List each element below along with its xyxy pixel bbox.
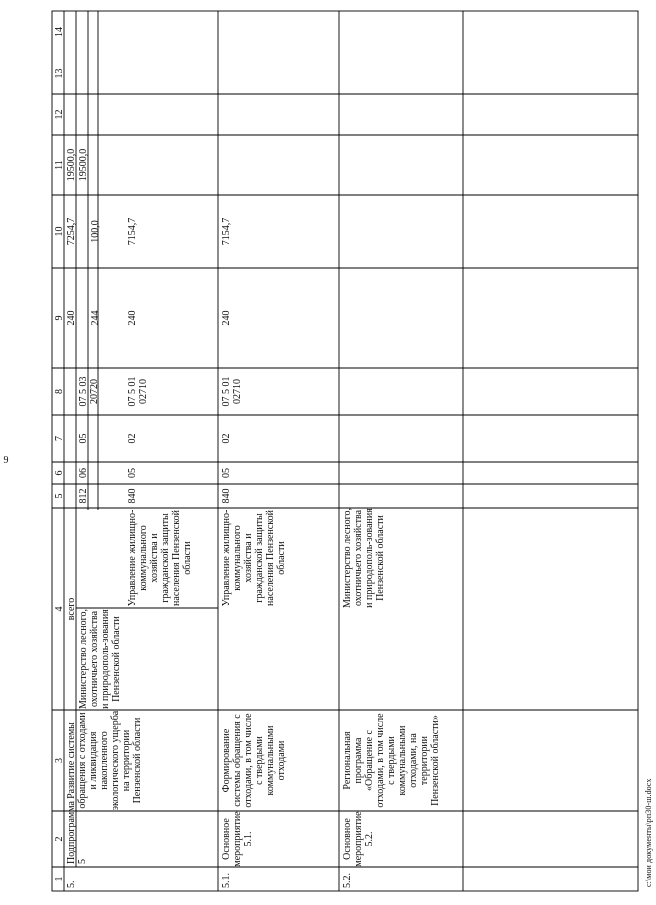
col-header-2: 2: [54, 836, 65, 842]
file-path-footer: c:\мои документы\рп30-ш.docx: [644, 778, 653, 887]
row-5-1-c6: 05: [221, 468, 232, 478]
row-5-1-c10: 7154,7: [221, 217, 232, 246]
row-5-1-num: 5.1.: [221, 873, 232, 888]
col-header-3: 3: [54, 758, 65, 763]
row-5-sub1-c9: 244: [90, 310, 101, 326]
row-5-sub2-c8: 07 5 01 02710: [127, 376, 149, 407]
row-5-sub1-c11: 19500,0: [78, 148, 89, 182]
row-5-2-name: Основное мероприятие 5.2.: [342, 811, 375, 867]
col-header-4: 4: [54, 606, 65, 612]
row-5-sub1-exec: Министерство лесного, охотничьего хозяйства и природополь-зования Пензенской области: [78, 609, 122, 709]
row-5-sub2-c7: 02: [127, 433, 138, 444]
col-header-14: 14: [54, 27, 65, 37]
row-5-desc: Развитие системы обращения с отходами и ликвидация накопленного экологического ущерба на территории Пензенской области: [66, 710, 143, 811]
row-5-total-c10: 7254,7: [66, 217, 77, 246]
row-5-sub1-c10: 100,0: [90, 220, 101, 243]
col-header-10: 10: [54, 226, 65, 237]
row-5-1-c7: 02: [221, 433, 232, 444]
row-5-1-name: Основное мероприятие 5.1.: [221, 811, 254, 867]
row-5-2-exec: Министерство лесного, охотничьего хозяйства и природополь-зования Пензенской области: [342, 508, 386, 608]
row-5-1-c5: 840: [221, 488, 232, 504]
col-header-5: 5: [54, 493, 65, 499]
row-5-sub2-exec: Управление жилищно-коммунального хозяйства и гражданской защиты населения Пензенской области: [127, 509, 193, 607]
row-5-sub1-c8: 07 5 03 20720: [78, 376, 100, 407]
row-5-sub2-c6: 05: [127, 468, 138, 478]
row-5-sub2-c10: 7154,7: [127, 217, 138, 246]
col-header-1: 1: [54, 876, 65, 882]
row-5-sub2-c5: 840: [127, 488, 138, 504]
row-5-2-num: 5.2.: [342, 873, 353, 888]
row-5-name: Подпрограмма 5: [66, 801, 88, 864]
row-5-sub1-c7: 05: [78, 433, 89, 444]
col-header-13: 13: [54, 68, 65, 79]
row-5-sub2-c9: 240: [127, 310, 138, 326]
row-5-total-c11: 19500,0: [66, 148, 77, 182]
col-header-11: 11: [54, 160, 65, 170]
col-header-7: 7: [54, 436, 65, 441]
row-5-1-exec: Управление жилищно-коммунального хозяйства и гражданской защиты населения Пензенской области: [221, 509, 287, 607]
row-5-total-label: всего: [66, 597, 77, 621]
row-5-num: 5.: [66, 880, 77, 888]
row-5-1-desc: Формирование системы обращения с отходами, в том числе с твердыми коммунальными отходами: [221, 713, 287, 808]
row-5-1-c9: 240: [221, 310, 232, 326]
row-5-total-c9: 240: [66, 310, 77, 326]
row-5-2-desc: Региональная программа «Обращение с отходами, в том числе с твердыми коммунальными отходами, на территории Пензенской области»: [342, 713, 441, 808]
row-5-sub1-c5: 812: [78, 488, 89, 504]
col-header-8: 8: [54, 389, 65, 394]
row-5-1-c8: 07 5 01 02710: [221, 376, 243, 407]
page-number: 9: [3, 455, 9, 466]
col-header-12: 12: [54, 109, 65, 120]
col-header-9: 9: [54, 315, 65, 321]
rotated-table: [16, 0, 656, 905]
row-5-sub1-c6: 06: [78, 468, 89, 478]
col-header-6: 6: [54, 470, 65, 476]
